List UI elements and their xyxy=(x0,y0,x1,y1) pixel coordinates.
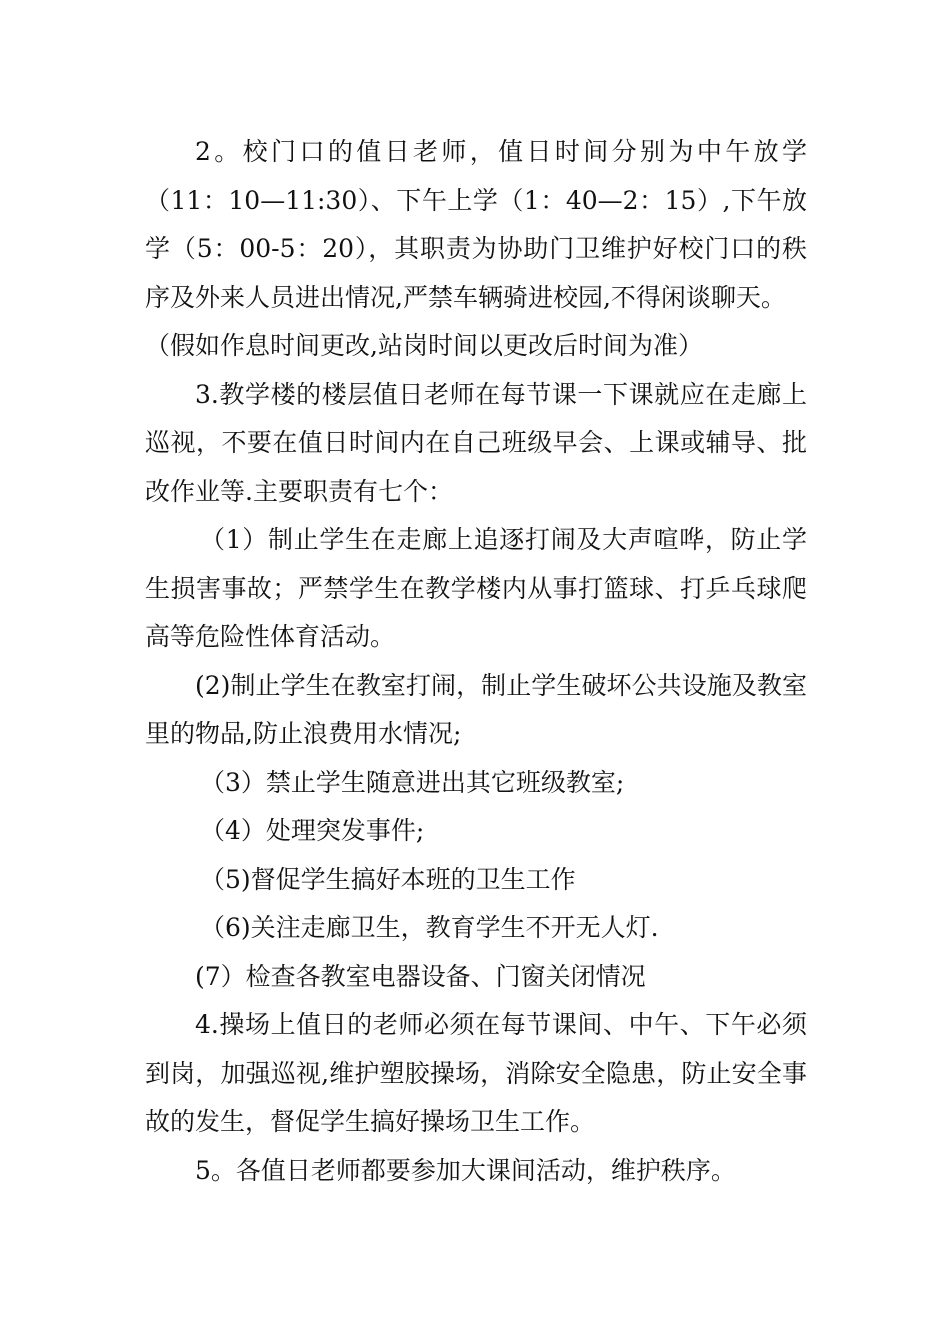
list-item-duty-1: （1）制止学生在走廊上追逐打闹及大声喧哗，防止学生损害事故；严禁学生在教学楼内从事打篮球、打乒乓球爬高等危险性体育活动。 xyxy=(145,525,807,651)
paragraph-gate-duty: 2。校门口的值日老师，值日时间分别为中午放学（11：10—11:30）、下午上学（1：40—2：15）,下午放学（5：00-5：20），其职责为协助门卫维护好校门口的秩序及外来人员进出情况,严禁车辆骑进校园,不得闲谈聊天。 xyxy=(145,137,807,312)
list-item-duty-2: (2)制止学生在教室打闹，制止学生破坏公共设施及教室里的物品,防止浪费用水情况; xyxy=(145,670,807,748)
list-item-duty-4: （4）处理突发事件; xyxy=(200,816,425,845)
list-item-duty-5: （5)督促学生搞好本班的卫生工作 xyxy=(200,864,576,894)
list-item-duty-3: （3）禁止学生随意进出其它班级教室; xyxy=(200,767,625,797)
list-item-duty-7: (7）检查各教室电器设备、门窗关闭情况 xyxy=(195,961,646,991)
list-item-duty-6: （6)关注走廊卫生，教育学生不开无人灯. xyxy=(200,913,659,942)
paragraph-recess-duty: 5。各值日老师都要参加大课间活动，维护秩序。 xyxy=(195,1155,736,1185)
paragraph-schedule-note: （假如作息时间更改,站岗时间以更改后时间为准） xyxy=(145,331,703,360)
document-body xyxy=(145,128,807,1195)
paragraph-floor-duty: 3.教学楼的楼层值日老师在每节课一下课就应在走廊上巡视，不要在值日时间内在自己班级早会、上课或辅导、批改作业等.主要职责有七个： xyxy=(145,379,807,506)
paragraph-playground-duty: 4.操场上值日的老师必须在每节课间、中午、下午必须到岗，加强巡视,维护塑胶操场，消除安全隐患，防止安全事故的发生，督促学生搞好操场卫生工作。 xyxy=(145,1010,807,1136)
